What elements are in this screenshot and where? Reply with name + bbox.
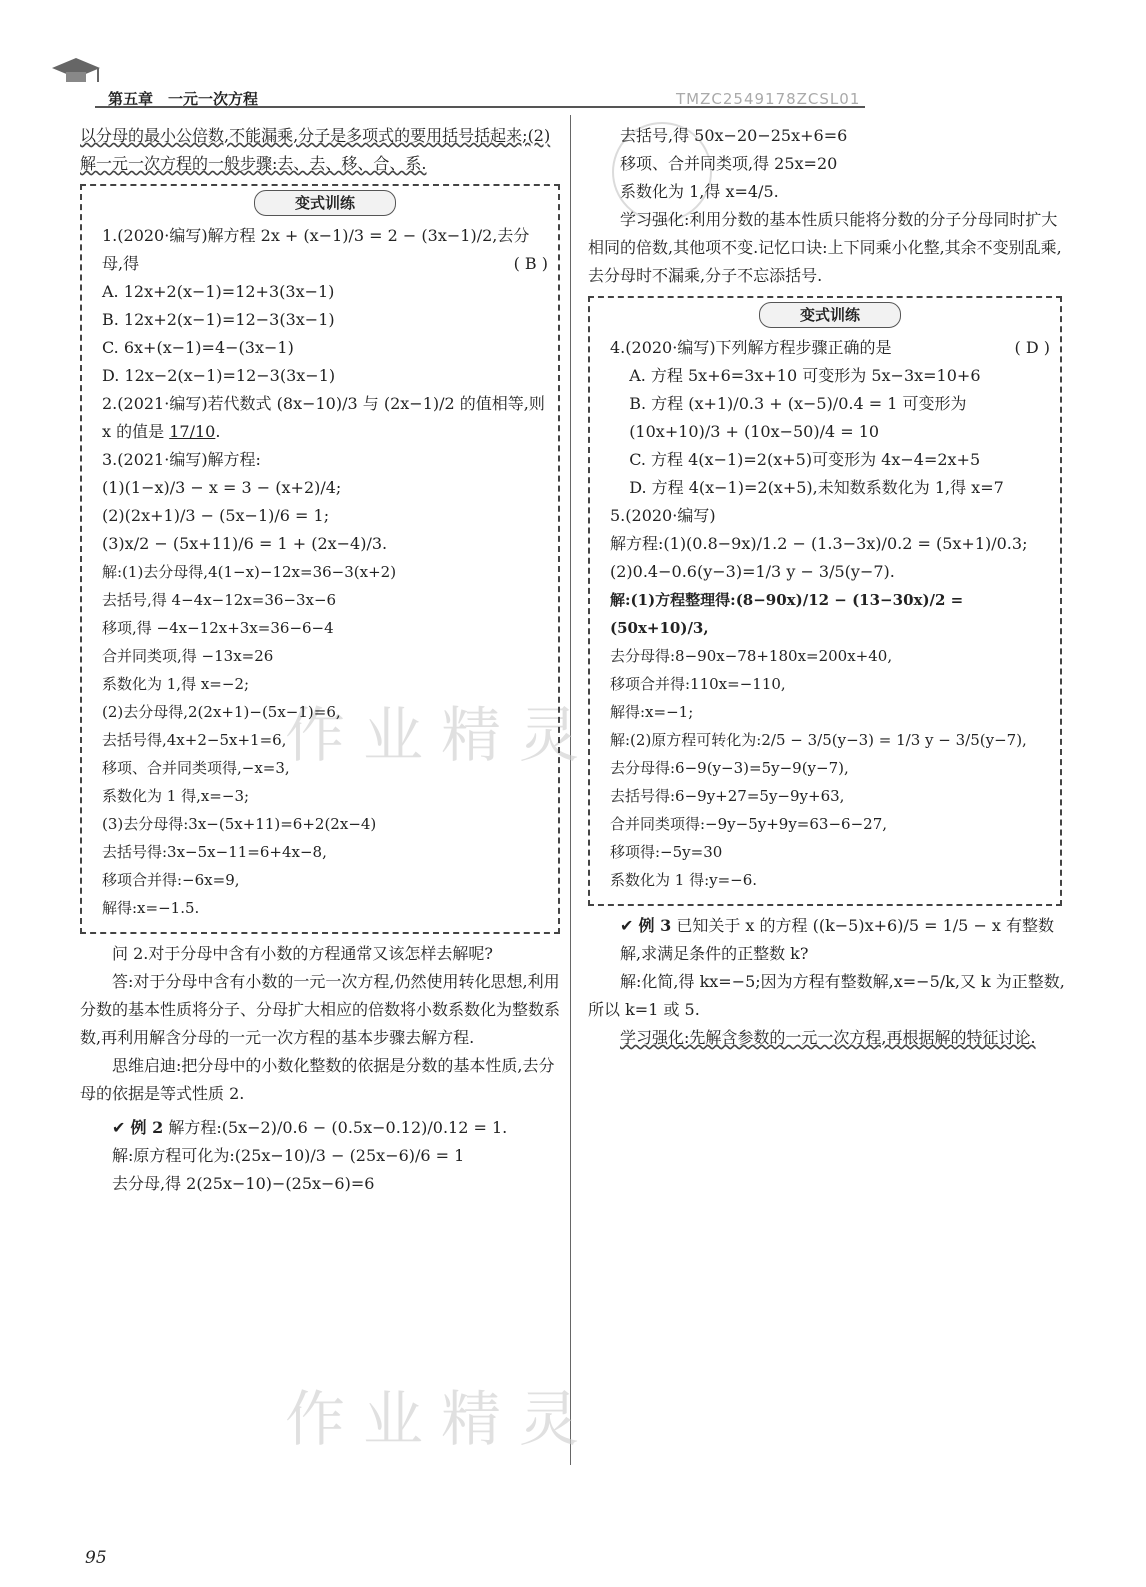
example-3: [588, 912, 1068, 968]
option: C. 方程 4(x−1)=2(x+5)可变形为 4x−4=2x+5: [629, 450, 981, 469]
chapter-title: 第五章 一元一次方程: [108, 90, 259, 108]
solution-line: 去分母,得 2(25x−10)−(25x−6)=6: [112, 1174, 375, 1193]
page-number: 95: [85, 1548, 107, 1568]
solution-line: 解:(2)原方程可转化为:2/5 − 3/5(y−3) = 1/3 y − 3/5(y−7),: [610, 731, 1027, 749]
solution-line: (2)去分母得,2(2x+1)−(5x−1)=6,: [102, 703, 341, 721]
question-1-text: 1.(2020·编写)解方程 2x + (x−1)/3 = 2 − (3x−1)/2,去分母,得: [102, 226, 530, 273]
solution-line: 去括号,得 50x−20−25x+6=6: [620, 126, 848, 145]
equation: (3)x/2 − (5x+11)/6 = 1 + (2x−4)/3.: [102, 534, 388, 553]
option: A. 12x+2(x−1)=12+3(3x−1): [102, 282, 335, 301]
intro-text: 以分母的最小公倍数,不能漏乘,分子是多项式的要用括号括起来;(2)解一元一次方程的一般步骤:去、去、移、合、系.: [80, 126, 551, 173]
solution-line: 系数化为 1 得,x=−3;: [102, 787, 250, 805]
question-2-text: 2.(2021·编写)若代数式 (8x−10)/3 与 (2x−1)/2 的值相等,则 x 的值是: [102, 394, 545, 441]
box-tag: 变式训练: [254, 190, 396, 216]
check-icon: ✔: [112, 1118, 126, 1137]
solution-line: 去括号得,4x+2−5x+1=6,: [102, 731, 287, 749]
example-2-label: 例 2: [130, 1118, 164, 1137]
option: D. 方程 4(x−1)=2(x+5),未知数系数化为 1,得 x=7: [629, 478, 1004, 497]
solution-line: 系数化为 1,得 x=−2;: [102, 675, 250, 693]
solution-line: 解:(1)方程整理得:(8−90x)/12 − (13−30x)/2 = (50x+10)/3,: [610, 591, 964, 637]
solution-line: 解:(1)去分母得,4(1−x)−12x=36−3(x+2): [102, 563, 397, 581]
question-4-text: 4.(2020·编写)下列解方程步骤正确的是: [610, 338, 892, 357]
watermark: 作业精灵: [285, 701, 597, 771]
solution-line: 系数化为 1,得 x=4/5.: [620, 182, 779, 201]
solution-line: 移项合并得:110x=−110,: [610, 675, 786, 693]
practice-box-2: [588, 296, 1062, 906]
solution-line: 去分母得:6−9(y−3)=5y−9(y−7),: [610, 759, 849, 777]
box-tag: 变式训练: [759, 302, 901, 328]
watermark: 作业精灵: [285, 1385, 597, 1455]
question-3-solution: [102, 558, 548, 922]
solution-line: 移项,得 −4x−12x+3x=36−6−4: [102, 619, 334, 637]
solution-line: 合并同类项,得 −13x=26: [102, 647, 274, 665]
question-5-solution: [610, 586, 1050, 894]
option: C. 6x+(x−1)=4−(3x−1): [102, 338, 294, 357]
solution-line: (3)去分母得:3x−(5x+11)=6+2(2x−4): [102, 815, 377, 833]
question-5: 5.(2020·编写): [610, 506, 716, 525]
example-2: [80, 1114, 560, 1142]
equation: (2)(2x+1)/3 − (5x−1)/6 = 1;: [102, 506, 330, 525]
strengthen-text-1: 学习强化:利用分数的基本性质只能将分数的分子分母同时扩大相同的倍数,其他项不变.记忆口诀:上下同乘小化整,其余不变别乱乘,去分母时不漏乘,分子不忘添括号.: [588, 210, 1062, 285]
solution-line: 解得:x=−1;: [610, 703, 694, 721]
option: D. 12x−2(x−1)=12−3(3x−1): [102, 366, 336, 385]
solution-line: 移项、合并同类项,得 25x=20: [620, 154, 838, 173]
column-divider: [570, 115, 571, 1465]
option: B. 方程 (x+1)/0.3 + (x−5)/0.4 = 1 可变形为 (10x+10)/3 + (10x−50)/4 = 10: [629, 394, 967, 441]
question-3: 3.(2021·编写)解方程:: [102, 450, 261, 469]
example-3-label: 例 3: [638, 916, 672, 935]
question-1: [102, 222, 548, 278]
header-rule: [95, 106, 865, 108]
example-2-text: 解方程:(5x−2)/0.6 − (0.5x−0.12)/0.12 = 1.: [168, 1118, 508, 1137]
practice-box-1: [80, 184, 560, 934]
question-2-answer: 17/10: [169, 422, 216, 441]
example-3-solution: 解:化简,得 kx=−5;因为方程有整数解,x=−5/k,又 k 为正整数,所以 k=1 或 5.: [588, 972, 1065, 1019]
question-4-answer: ( D ): [1014, 338, 1050, 357]
answer-text: 答:对于分母中含有小数的一元一次方程,仍然使用转化思想,利用分数的基本性质将分子、分母扩大相应的倍数将小数系数化为整数系数,再利用解含分母的一元一次方程的基本步骤去解方程.: [80, 972, 561, 1047]
left-column: [80, 122, 560, 1198]
question-text: 问 2.对于分母中含有小数的方程通常又该怎样去解呢?: [112, 944, 493, 963]
hint-text: 思维启迪:把分母中的小数化整数的依据是分数的基本性质,去分母的依据是等式性质 2.: [80, 1056, 555, 1103]
solution-line: 移项得:−5y=30: [610, 843, 723, 861]
check-icon: ✔: [620, 916, 634, 935]
solution-line: 移项合并得:−6x=9,: [102, 871, 240, 889]
solution-line: 移项、合并同类项得,−x=3,: [102, 759, 290, 777]
solution-line: 去括号得:6−9y+27=5y−9y+63,: [610, 787, 845, 805]
book-code: TMZC2549178ZCSL01: [676, 90, 861, 108]
strengthen-text-2: 学习强化:先解含参数的一元一次方程,再根据解的特征讨论.: [620, 1028, 1036, 1047]
option: A. 方程 5x+6=3x+10 可变形为 5x−3x=10+6: [629, 366, 981, 385]
example-3-text: 已知关于 x 的方程 ((k−5)x+6)/5 = 1/5 − x 有整数解,求满足条件的正整数 k?: [620, 916, 1055, 963]
equation: 解方程:(1)(0.8−9x)/1.2 − (1.3−3x)/0.2 = (5x+1)/0.3;: [610, 534, 1028, 553]
equation: (1)(1−x)/3 − x = 3 − (x+2)/4;: [102, 478, 342, 497]
solution-line: 合并同类项得:−9y−5y+9y=63−6−27,: [610, 815, 888, 833]
solution-line: 系数化为 1 得:y=−6.: [610, 871, 758, 889]
solution-line: 解:原方程可化为:(25x−10)/3 − (25x−6)/6 = 1: [112, 1146, 465, 1165]
solution-line: 去括号,得 4−4x−12x=36−3x−6: [102, 591, 337, 609]
question-1-options: [102, 278, 548, 390]
question-4: [610, 334, 1050, 362]
question-2: 2.(2021·编写)若代数式 (8x−10)/3 与 (2x−1)/2 的值相等,则 x 的值是 17/10.: [102, 394, 545, 441]
solution-line: 去分母得:8−90x−78+180x=200x+40,: [610, 647, 893, 665]
question-1-answer: ( B ): [513, 254, 548, 273]
option: B. 12x+2(x−1)=12−3(3x−1): [102, 310, 335, 329]
graduation-cap-icon: [50, 56, 102, 86]
solution-line: 解得:x=−1.5.: [102, 899, 200, 917]
equation: (2)0.4−0.6(y−3)=1/3 y − 3/5(y−7).: [610, 562, 895, 581]
solution-line: 去括号得:3x−5x−11=6+4x−8,: [102, 843, 327, 861]
right-column: [588, 122, 1068, 1052]
